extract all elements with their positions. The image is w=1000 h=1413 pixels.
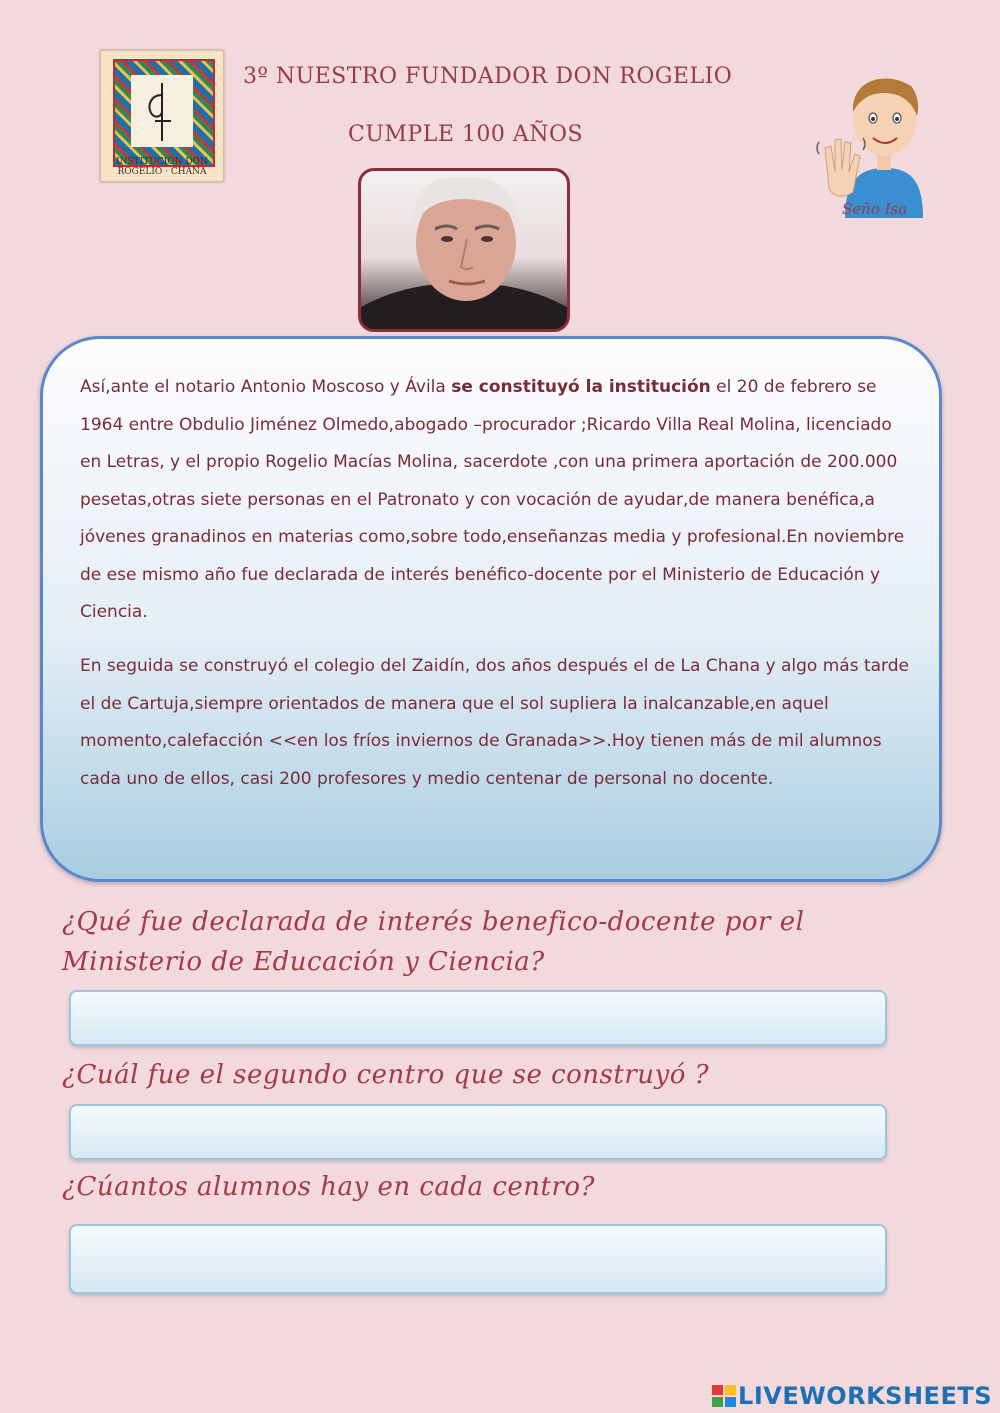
logo-emblem (131, 75, 193, 147)
portrait-image (361, 171, 567, 329)
paragraph-1-highlight: se constituyó la institución (451, 377, 711, 397)
brand-name: LIVEWORKSHEETS (738, 1382, 992, 1410)
page-title: 3º NUESTRO FUNDADOR DON ROGELIO (243, 64, 733, 89)
question-1: ¿Qué fue declarada de interés benefico-docente por el Ministerio de Educación y Ciencia? (62, 907, 805, 977)
answer-field-2[interactable] (69, 1104, 887, 1160)
institution-logo (100, 50, 224, 182)
answer-field-3[interactable] (69, 1224, 887, 1294)
reading-paragraph-1 (80, 369, 910, 632)
paragraph-1-rest: el 20 de febrero se 1964 entre Obdulio Jiménez Olmedo,abogado –procurador ;Ricardo Villa Real Molina, licenciado en Letras, y el propio Rogelio Macías Molina, sacerdote ,con una primera aportación de 200.000 pesetas,otras siete personas en el Patronato y con vocación de ayudar,de manera benéfica,a jóvenes granadinos en materias como,sobre todo,enseñanzas media y profesional.En noviembre de ese mismo año fue declarada de interés benéfico-docente por el Ministerio de Educación y Ciencia. (80, 377, 905, 622)
answer-field-1[interactable] (69, 990, 887, 1046)
liveworksheets-logo-icon (712, 1385, 738, 1407)
paragraph-1-start: Así,ante el notario Antonio Moscoso y Ávila (80, 377, 452, 397)
reading-paragraph-2: En seguida se construyó el colegio del Zaidín, dos años después el de La Chana y algo más tarde el de Cartuja,siempre orientados de manera que el sol supliera la inalcanzable,en aquel momento,calefacción <<en los fríos inviernos de Granada>>.Hoy tienen más de mil alumnos cada uno de ellos, casi 200 profesores y medio centenar de personal no docente. (80, 656, 909, 789)
question-2: ¿Cuál fue el segundo centro que se construyó ? (62, 1060, 710, 1090)
mosaic-tile (113, 59, 215, 167)
page-subtitle: CUMPLE 100 AÑOS (348, 122, 584, 147)
question-3: ¿Cúantos alumnos hay en cada centro? (62, 1172, 595, 1202)
logo-caption: INSTITUCIÓN DON ROGELIO · CHANA (116, 157, 208, 177)
liveworksheets-brand[interactable] (712, 1383, 992, 1409)
teacher-label: Seño Isa (842, 200, 908, 218)
cross-icon (131, 75, 193, 147)
founder-portrait (358, 168, 570, 332)
